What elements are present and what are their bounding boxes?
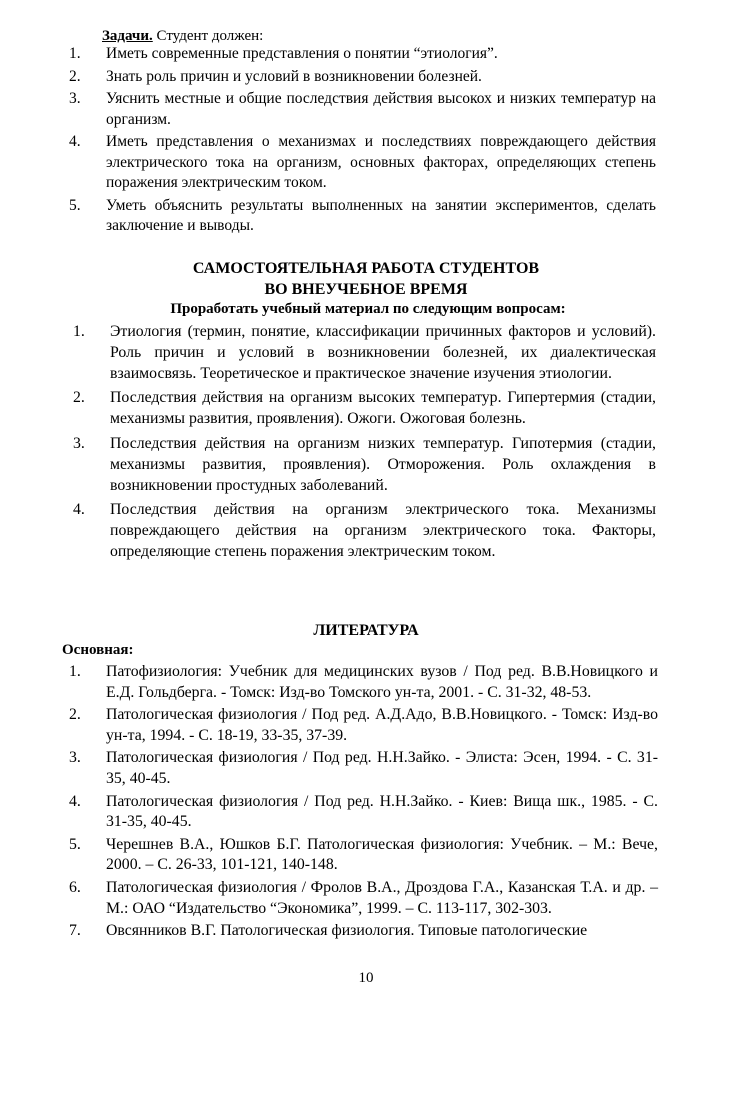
list-item (69, 705, 658, 746)
item-number: 1. (69, 663, 81, 680)
literature-basic-label: Основная: (62, 642, 134, 658)
item-number: 2. (69, 67, 81, 85)
item-text: Последствия действия на организм электрического тока. Механизмы повреждающего действия на организм электрического тока. Факторы, определяющие степень поражения электрическим током. (110, 501, 656, 560)
tasks-list (69, 44, 656, 239)
list-item (69, 878, 658, 919)
page-number: 10 (358, 970, 374, 986)
item-text: Патофизиология: Учебник для медицинских вузов / Под ред. В.В.Новицкого и Е.Д. Гольдберга. - Томск: Изд-во Томского ун-та, 2001. - С. 31-32, 48-53. (106, 663, 658, 701)
item-number: 3. (69, 749, 81, 767)
list-item (69, 44, 656, 65)
item-text: Этиология (термин, понятие, классификации причинных факторов и условий). Роль причин и условий в возникновении болезней, их диалектическая взаимосвязь. Теоретическое и практическое значение изучения этиологии. (110, 323, 656, 382)
tasks-heading-label: Задачи. (102, 28, 153, 44)
tasks-heading (102, 26, 263, 46)
item-number: 4. (73, 501, 85, 519)
list-item (73, 434, 656, 496)
item-number: 1. (69, 45, 81, 62)
list-item (69, 662, 658, 703)
item-text: Иметь представления о механизмах и последствиях повреждающего действия электрического тока на организм, основных факторах, определяющих степень поражения электрическим током. (106, 133, 656, 191)
list-item (69, 196, 656, 237)
item-number: 3. (73, 434, 85, 452)
item-text: Уяснить местные и общие последствия действия высокох и низких температур на организм. (106, 90, 656, 128)
list-item (69, 89, 656, 130)
item-number: 2. (69, 706, 81, 724)
item-text: Патологическая физиология / Под ред. Н.Н.Зайко. - Киев: Вища шк., 1985. - С. 31-35, 40-45. (106, 792, 658, 831)
tasks-heading-rest: Студент должен: (152, 28, 264, 44)
questions-list (73, 322, 656, 567)
item-text: Знать роль причин и условий в возникновении болезней. (106, 67, 482, 85)
literature-title: ЛИТЕРАТУРА (313, 622, 419, 639)
item-number: 5. (69, 196, 81, 214)
item-text: Патологическая физиология / Под ред. Н.Н.Зайко. - Элиста: Эсен, 1994. - С. 31-35, 40-45. (106, 749, 658, 787)
item-number: 5. (69, 835, 81, 853)
item-number: 3. (69, 90, 81, 107)
item-number: 2. (73, 389, 85, 407)
list-item (73, 388, 656, 430)
list-item (73, 500, 656, 562)
item-text: Патологическая физиология / Фролов В.А., Дроздова Г.А., Казанская Т.А. и др. – М.: ОАО “Издательство “Экономика”, 1999. – С. 113-117, 302-303. (106, 878, 658, 917)
item-text: Последствия действия на организм высоких температур. Гипертермия (стадии, механизмы развития, проявления). Ожоги. Ожоговая болезнь. (110, 389, 656, 428)
item-number: 7. (69, 922, 81, 940)
self-work-title-line1: САМОСТОЯТЕЛЬНАЯ РАБОТА СТУДЕНТОВ (192, 260, 540, 277)
list-item (69, 132, 656, 194)
item-number: 1. (73, 323, 85, 340)
item-number: 4. (69, 133, 81, 150)
list-item (69, 792, 658, 833)
item-number: 6. (69, 878, 81, 896)
self-work-title-line2: ВО ВНЕУЧЕБНОЕ ВРЕМЯ (264, 281, 468, 298)
item-text: Последствия действия на организм низких температур. Гипотермия (стадии, механизмы развития, проявления). Отморожения. Роль охлаждения в возникновении простудных заболеваний. (110, 434, 656, 494)
item-number: 4. (69, 792, 81, 810)
list-item (69, 748, 658, 789)
list-item (69, 921, 658, 942)
item-text: Уметь объяснить результаты выполненных на занятии экспериментов, сделать заключение и выводы. (106, 196, 656, 234)
item-text: Черешнев В.А., Юшков Б.Г. Патологическая физиология: Учебник. – М.: Вече, 2000. – С. 26-33, 101-121, 140-148. (106, 835, 658, 874)
literature-list (69, 662, 658, 944)
list-item (73, 322, 656, 384)
list-item (69, 67, 656, 88)
item-text: Иметь современные представления о понятии “этиология”. (106, 45, 498, 62)
self-work-subtitle: Проработать учебный материал по следующим вопросам: (170, 301, 566, 317)
item-text: Овсянников В.Г. Патологическая физиология. Типовые патологические (106, 922, 588, 940)
list-item (69, 835, 658, 876)
item-text: Патологическая физиология / Под ред. А.Д.Адо, В.В.Новицкого. - Томск: Изд-во ун-та, 1994. - С. 18-19, 33-35, 37-39. (106, 706, 658, 744)
